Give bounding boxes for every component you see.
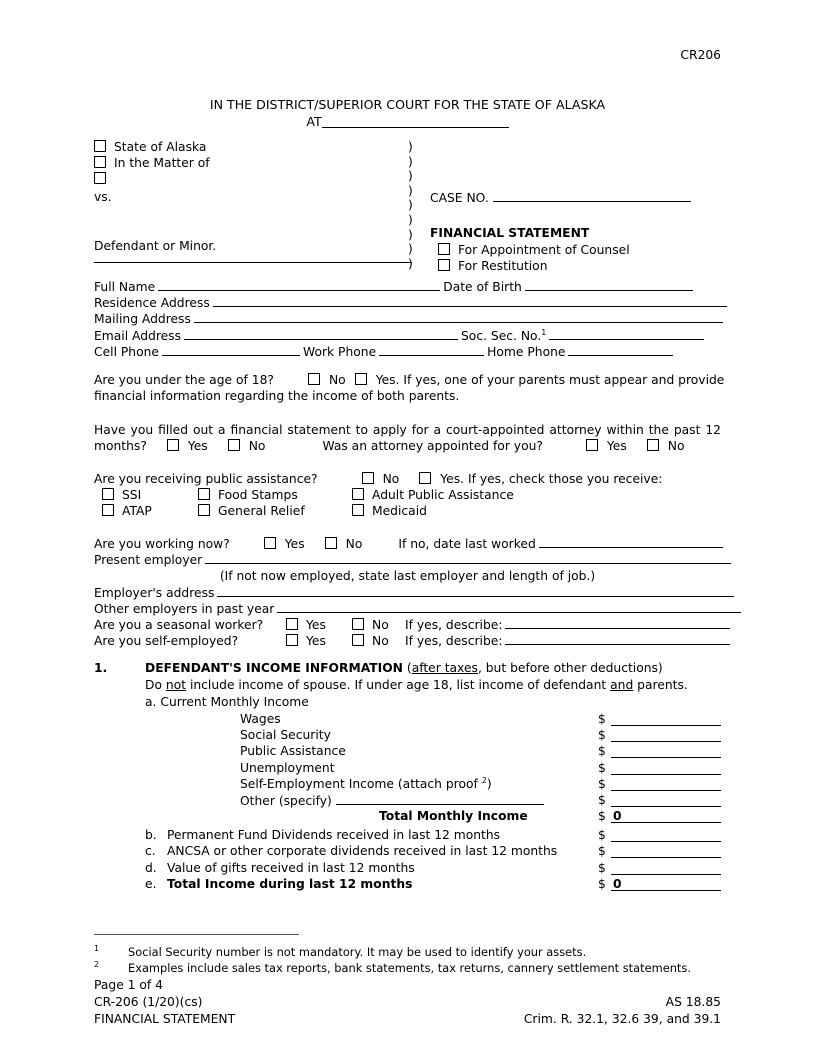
- footer-row-title: [94, 1012, 721, 1029]
- option-general-relief[interactable]: [198, 503, 305, 519]
- income-sub-end: parents.: [633, 678, 688, 692]
- checkbox-for-appointment-of-counsel[interactable]: [438, 243, 450, 255]
- seasonal-describe-input[interactable]: [505, 617, 730, 629]
- work-phone-label: Work Phone: [303, 344, 377, 359]
- total-monthly-income-label: Total Monthly Income: [379, 809, 528, 824]
- footnotes-block: [94, 944, 721, 977]
- checkbox-medicaid[interactable]: [352, 504, 364, 516]
- employer-address-input[interactable]: [217, 585, 734, 597]
- present-employer-label: Present employer: [94, 553, 203, 568]
- checkbox-working-yes[interactable]: [264, 537, 276, 549]
- attorney-appointed-no-label: No: [667, 439, 685, 454]
- income-line-total-monthly: [94, 809, 721, 828]
- defendant-name-line[interactable]: [94, 262, 412, 263]
- attorney-appointed-label: Was an attorney appointed for you?: [322, 439, 543, 454]
- seasonal-yes-label: Yes: [306, 618, 326, 633]
- option-ssi[interactable]: [102, 487, 141, 503]
- income-value-unemployment: [611, 761, 613, 775]
- cell-phone-label: Cell Phone: [94, 344, 159, 359]
- option-label-medicaid: Medicaid: [372, 504, 427, 519]
- footer-row-page: [94, 978, 721, 995]
- full-name-label: Full Name: [94, 280, 156, 294]
- caption-paren: ): [408, 242, 413, 257]
- income-line-total-annual: [94, 877, 721, 893]
- income-item-a-label: a. Current Monthly Income: [145, 695, 309, 709]
- option-label-food-stamps: Food Stamps: [218, 488, 298, 503]
- self-employed-yes-label: Yes: [306, 634, 326, 649]
- date-of-birth-input[interactable]: [525, 279, 693, 291]
- caption-paren: ): [408, 183, 413, 198]
- employer-address-label: Employer's address: [94, 585, 215, 600]
- income-line-social-security: [94, 728, 721, 744]
- age-question-text: Are you under the age of 18?: [94, 373, 274, 387]
- caption-paren: ): [408, 212, 413, 227]
- income-input-ancsa[interactable]: [611, 844, 721, 858]
- versus-label: vs.: [94, 190, 112, 204]
- purpose-row-restitution[interactable]: [438, 259, 548, 273]
- public-assistance-yes-label: Yes. If yes, check those you receive:: [440, 472, 663, 486]
- income-value-gifts: [611, 861, 613, 875]
- statute-reference: AS 18.85: [665, 995, 721, 1010]
- checkbox-working-no[interactable]: [325, 537, 337, 549]
- dollar-sign: $: [598, 712, 606, 726]
- purpose-label-counsel: For Appointment of Counsel: [458, 243, 630, 257]
- income-heading: [94, 661, 721, 678]
- income-line-other: [94, 793, 721, 809]
- form-revision: CR-206 (1/20)(cs): [94, 995, 203, 1010]
- self-employed-describe-label: If yes, describe:: [405, 634, 503, 649]
- income-input-unemployment[interactable]: [611, 761, 721, 775]
- income-label-pfd: Permanent Fund Dividends received in last 12 months: [167, 828, 501, 843]
- income-line-gifts: [94, 861, 721, 877]
- checkbox-for-restitution[interactable]: [438, 259, 450, 271]
- income-section-number: 1.: [94, 661, 108, 675]
- caption-paren-column: [408, 140, 424, 271]
- footnote-2-marker: 2: [94, 960, 100, 970]
- option-medicaid[interactable]: [352, 503, 427, 519]
- purpose-label-restitution: For Restitution: [458, 259, 548, 273]
- checkbox-attorney-prior-no[interactable]: [228, 439, 240, 451]
- self-employed-row: [94, 633, 721, 649]
- public-assistance-question: Are you receiving public assistance?: [94, 472, 318, 486]
- party-row-matter[interactable]: [94, 156, 210, 170]
- financial-statement-title: FINANCIAL STATEMENT: [430, 226, 590, 240]
- income-letter-e: e.: [145, 876, 157, 891]
- income-input-self-employment[interactable]: [611, 777, 721, 791]
- case-number-row: [430, 190, 691, 205]
- option-food-stamps[interactable]: [198, 487, 298, 503]
- income-letter-b: b.: [145, 828, 157, 843]
- at-input-line[interactable]: [322, 115, 509, 128]
- caption-paren: ): [408, 154, 413, 169]
- party-row-blank[interactable]: [94, 172, 114, 186]
- seasonal-no-label: No: [372, 618, 389, 633]
- income-letter-c: c.: [145, 844, 156, 859]
- checkbox-age-yes[interactable]: [355, 373, 367, 385]
- case-number-input[interactable]: [493, 190, 691, 202]
- public-assistance-question-row: [94, 471, 721, 487]
- party-row-state[interactable]: [94, 140, 206, 154]
- self-employment-footnote-marker: 2: [481, 775, 487, 785]
- dollar-sign: $: [598, 844, 606, 859]
- checkbox-ssi[interactable]: [102, 488, 114, 500]
- income-line-ancsa: [94, 844, 721, 860]
- employer-address-row: [94, 585, 721, 601]
- income-label-other: [240, 793, 544, 808]
- checkbox-general-relief[interactable]: [198, 504, 210, 516]
- footer-doc-title: FINANCIAL STATEMENT: [94, 1012, 236, 1027]
- income-letter-d: d.: [145, 860, 157, 875]
- income-value-social-security: [611, 728, 613, 742]
- income-input-other[interactable]: [611, 793, 721, 807]
- option-adult-public-assistance[interactable]: [352, 487, 514, 503]
- attorney-appointed-yes-label: Yes: [606, 439, 627, 454]
- income-input-wages[interactable]: [611, 712, 721, 726]
- income-item-a-row: [94, 695, 721, 712]
- income-label-social-security: Social Security: [240, 728, 331, 743]
- income-sub-and: and: [610, 678, 634, 692]
- income-line-public-assistance: [94, 744, 721, 760]
- field-row-mailing: [94, 311, 721, 327]
- court-location-row: [94, 114, 721, 129]
- form-code: CR206: [680, 48, 721, 62]
- income-sub-pre: Do: [145, 678, 166, 692]
- income-value-total-monthly: 0: [613, 809, 622, 824]
- checkbox-adult-public-assistance[interactable]: [352, 488, 364, 500]
- income-value-wages: [611, 712, 613, 726]
- work-phone-input[interactable]: [379, 344, 484, 356]
- party-label-matter: In the Matter of: [114, 156, 210, 170]
- checkbox-in-the-matter-of[interactable]: [94, 156, 106, 168]
- residence-address-label: Residence Address: [94, 296, 210, 311]
- footnote-1-text: Social Security number is not mandatory. It may be used to identify your assets.: [128, 945, 587, 959]
- mailing-address-input[interactable]: [194, 311, 723, 323]
- income-label-gifts: Value of gifts received in last 12 months: [167, 860, 415, 875]
- seasonal-describe-label: If yes, describe:: [405, 618, 503, 633]
- income-input-total-monthly[interactable]: [611, 809, 721, 823]
- other-employers-row: [94, 601, 721, 617]
- attorney-prior-no-label: No: [248, 439, 266, 454]
- court-rules-reference: Crim. R. 32.1, 32.6 39, and 39.1: [523, 1012, 721, 1027]
- seasonal-describe: [405, 617, 733, 633]
- public-assistance-block: [94, 471, 721, 520]
- income-sub-not: not: [165, 678, 187, 692]
- home-phone-label: Home Phone: [487, 344, 566, 359]
- income-subtitle-row: [94, 678, 721, 695]
- field-row-phones: [94, 344, 721, 360]
- footnote-separator: [94, 934, 299, 935]
- at-label: AT: [306, 114, 322, 129]
- option-label-ssi: SSI: [122, 488, 142, 503]
- checkbox-attorney-appointed-no[interactable]: [647, 439, 659, 451]
- other-employers-input[interactable]: [277, 601, 741, 613]
- checkbox-seasonal-yes[interactable]: [286, 618, 298, 630]
- checkbox-age-no[interactable]: [308, 373, 320, 385]
- income-line-wages: [94, 712, 721, 728]
- income-label-public-assistance: Public Assistance: [240, 744, 346, 759]
- self-employed-label: Are you self-employed?: [94, 634, 239, 649]
- defendant-label: Defendant or Minor.: [94, 239, 217, 253]
- caption-block: [94, 140, 721, 273]
- footer-row-form: [94, 995, 721, 1012]
- income-title-rest: , but before other deductions): [477, 661, 663, 675]
- checkbox-atap[interactable]: [102, 504, 114, 516]
- public-assistance-no-label: No: [382, 472, 400, 486]
- page-number: Page 1 of 4: [94, 978, 163, 992]
- income-other-specify-input[interactable]: [336, 793, 544, 805]
- attorney-months-label: months?: [94, 439, 147, 454]
- income-value-total-annual: 0: [613, 876, 622, 891]
- checkbox-seasonal-no[interactable]: [352, 618, 364, 630]
- attorney-question-line1: Have you filled out a financial statement to apply for a court-appointed attorney within the past 12: [94, 423, 721, 437]
- footnote-2-text: Examples include sales tax reports, bank statements, tax returns, cannery settlement statements.: [128, 961, 691, 976]
- income-label-ancsa: ANCSA or other corporate dividends received in last 12 months: [167, 844, 558, 859]
- seasonal-worker-label: Are you a seasonal worker?: [94, 618, 264, 633]
- employment-note: (If not now employed, state last employer and length of job.): [219, 569, 596, 584]
- caption-paren: ): [408, 140, 413, 154]
- checkbox-attorney-prior-yes[interactable]: [167, 439, 179, 451]
- court-title: IN THE DISTRICT/SUPERIOR COURT FOR THE STATE OF ALASKA: [209, 97, 606, 112]
- present-employer-row: [94, 552, 721, 568]
- dollar-sign: $: [598, 728, 606, 743]
- footnote-1: [94, 944, 721, 960]
- caption-paren: ): [408, 169, 413, 184]
- present-employer-input[interactable]: [205, 552, 731, 564]
- dollar-sign: $: [598, 792, 606, 807]
- checkbox-state-of-alaska[interactable]: [94, 140, 106, 152]
- party-label-state: State of Alaska: [114, 140, 207, 154]
- income-line-unemployment: [94, 761, 721, 777]
- date-of-birth-label: Date of Birth: [443, 280, 522, 294]
- income-input-total-annual[interactable]: [611, 877, 721, 891]
- purpose-row-counsel[interactable]: [438, 243, 630, 257]
- option-label-adult-public-assistance: Adult Public Assistance: [372, 488, 514, 503]
- home-phone-input[interactable]: [568, 344, 673, 356]
- dollar-sign: $: [598, 860, 606, 875]
- dollar-sign: $: [598, 776, 606, 791]
- checkbox-self-employed-yes[interactable]: [286, 634, 298, 646]
- income-title-underline: after taxes: [411, 661, 478, 675]
- income-section: [94, 661, 721, 893]
- working-yes-label: Yes: [284, 537, 305, 551]
- caption-paren: ): [408, 227, 413, 242]
- income-other-text: Other (specify): [240, 793, 332, 808]
- page-footer: [94, 978, 721, 1030]
- field-row-residence: [94, 295, 721, 311]
- seasonal-worker-row: [94, 617, 721, 633]
- income-label-self-employment: [240, 777, 492, 791]
- seasonal-yes-option[interactable]: [286, 617, 326, 633]
- income-line-self-employment: [94, 777, 721, 793]
- income-section-title: [145, 661, 663, 675]
- age-question-line1: [94, 372, 725, 388]
- public-assistance-options-row2: [94, 503, 721, 519]
- attorney-prior-yes-label: Yes: [187, 439, 208, 454]
- income-sub-mid: include income of spouse. If under age 18, list income of defendant: [186, 678, 611, 692]
- dollar-sign: $: [598, 828, 606, 843]
- date-last-worked-input[interactable]: [539, 536, 723, 548]
- income-value-ancsa: [611, 844, 613, 858]
- soc-sec-input[interactable]: [549, 328, 704, 340]
- seasonal-no-option[interactable]: [352, 617, 389, 633]
- income-input-social-security[interactable]: [611, 728, 721, 742]
- public-assistance-options-row1: [94, 487, 721, 503]
- full-name-input[interactable]: [158, 279, 440, 291]
- income-label-wages: Wages: [240, 712, 281, 726]
- self-employed-yes-option[interactable]: [286, 633, 326, 649]
- income-label-unemployment: Unemployment: [240, 760, 335, 775]
- working-now-row: [94, 536, 721, 552]
- income-title-bold: DEFENDANT'S INCOME INFORMATION: [145, 661, 403, 675]
- other-employers-label: Other employers in past year: [94, 601, 275, 616]
- self-employed-describe: [405, 633, 733, 649]
- caption-paren: ): [408, 198, 413, 213]
- footnote-1-marker: 1: [94, 944, 100, 953]
- income-subtitle: [145, 678, 688, 692]
- self-employed-no-option[interactable]: [352, 633, 389, 649]
- email-address-input[interactable]: [184, 328, 458, 340]
- income-input-public-assistance[interactable]: [611, 744, 721, 758]
- income-value-public-assistance: [611, 744, 613, 758]
- income-input-gifts[interactable]: [611, 861, 721, 875]
- working-no-label: No: [345, 537, 363, 551]
- attorney-question-block: [94, 422, 721, 454]
- checkbox-food-stamps[interactable]: [198, 488, 210, 500]
- date-last-worked-label: If no, date last worked: [398, 537, 536, 551]
- personal-info-fields: [94, 279, 721, 360]
- dollar-sign: $: [598, 809, 606, 824]
- age-question-line2: financial information regarding the income of both parents.: [94, 389, 460, 404]
- income-title-paren: (: [406, 661, 412, 675]
- income-value-self-employment: [611, 777, 613, 791]
- email-address-label: Email Address: [94, 328, 181, 343]
- self-employed-no-label: No: [372, 634, 389, 649]
- total-annual-income-label: Total Income during last 12 months: [167, 876, 413, 891]
- soc-sec-footnote-marker: 1: [541, 327, 547, 337]
- dollar-sign: $: [598, 876, 606, 891]
- employment-block: [94, 536, 721, 649]
- checkbox-party-blank[interactable]: [94, 172, 106, 184]
- caption-paren: ): [408, 256, 413, 271]
- working-now-label: Are you working now?: [94, 537, 230, 551]
- option-label-atap: ATAP: [122, 504, 152, 519]
- dollar-sign: $: [598, 744, 606, 759]
- footnote-2: [94, 960, 721, 976]
- soc-sec-label: Soc. Sec. No.: [461, 328, 542, 343]
- age-no-label: No: [328, 373, 346, 387]
- case-number-label: CASE NO.: [430, 191, 489, 205]
- income-input-pfd[interactable]: [611, 828, 721, 842]
- mailing-address-label: Mailing Address: [94, 312, 191, 327]
- income-value-other: [611, 793, 613, 807]
- residence-address-input[interactable]: [213, 295, 727, 307]
- self-employed-describe-input[interactable]: [505, 633, 730, 645]
- checkbox-attorney-appointed-yes[interactable]: [586, 439, 598, 451]
- dollar-sign: $: [598, 760, 606, 775]
- checkbox-self-employed-no[interactable]: [352, 634, 364, 646]
- income-value-pfd: [611, 828, 613, 842]
- income-label-self-employment-end: ): [486, 776, 492, 791]
- checkbox-public-assistance-no[interactable]: [362, 472, 374, 484]
- form-content: [94, 0, 725, 1056]
- cell-phone-input[interactable]: [162, 344, 300, 356]
- checkbox-public-assistance-yes[interactable]: [419, 472, 431, 484]
- income-label-self-employment-text: Self-Employment Income (attach proof: [240, 776, 482, 791]
- field-row-email-ssn: [94, 328, 721, 344]
- option-label-general-relief: General Relief: [218, 504, 305, 519]
- option-atap[interactable]: [102, 503, 152, 519]
- attorney-question-line2: [94, 438, 721, 454]
- income-line-pfd: [94, 828, 721, 844]
- age-yes-label: Yes. If yes, one of your parents must appear and provide: [375, 373, 725, 387]
- age-question-block: [94, 372, 725, 404]
- field-row-name-dob: [94, 279, 721, 295]
